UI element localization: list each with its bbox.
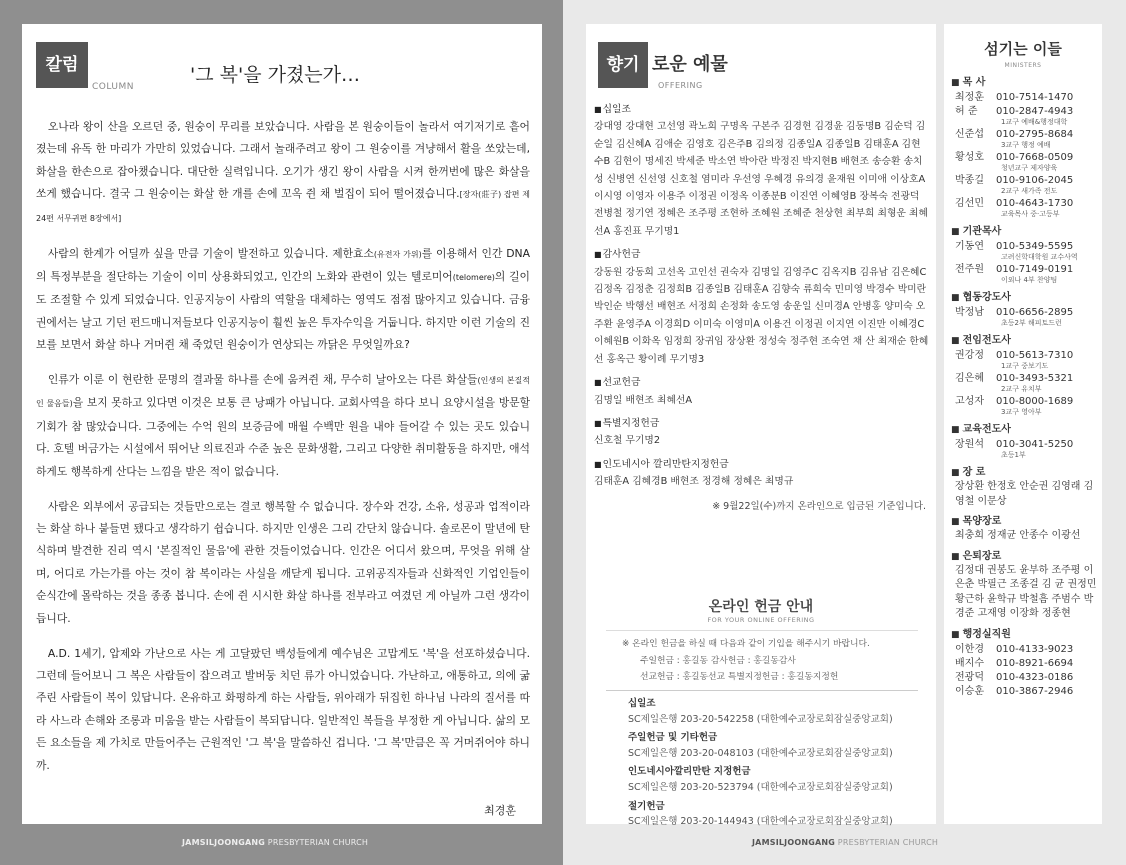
ministers-section-title: ■ 장 로 [951,466,1099,480]
minister-row [951,685,1099,698]
offering-sub: OFFERING [658,81,703,90]
column-body [36,116,530,789]
minister-name: 전광덕 [955,671,984,683]
online-title: 온라인 헌금 안내 [708,599,814,615]
minister-name: 기동연 [955,241,984,252]
minister-phone: 010-8000-1689 [996,396,1074,407]
ministers-section-title: ■ 교육전도사 [951,423,1099,437]
online-account-number: SC제일은행 203-20-523794 (대한예수교장로회잠실중앙교회) [628,781,893,793]
minister-row [951,197,1099,210]
spacer [951,460,1099,464]
minister-name: 황성호 [955,152,984,163]
online-account-number: SC제일은행 203-20-144943 (대한예수교장로회잠실중앙교회) [628,816,893,828]
minister-role: 3교구 영아부 [1001,408,1042,416]
online-account-number: SC제일은행 203-20-542258 (대한예수교장로회잠실중앙교회) [628,713,893,725]
offering-section-title: ■ 특별지정헌금 [594,415,930,432]
minister-name: 장원석 [955,439,984,450]
minister-phone: 010-6656-2895 [996,307,1074,318]
minister-row [951,643,1099,656]
minister-names: 최충희 정재균 안종수 이광선 [955,530,1081,541]
minister-name: 박정남 [955,307,984,318]
online-divider [606,690,918,691]
minister-name: 권강정 [955,350,984,361]
spacer [951,417,1099,421]
minister-row [951,671,1099,684]
spacer [951,622,1099,626]
online-accounts [628,696,893,833]
minister-name: 김선민 [955,198,984,209]
offering-section-names: 신호철 무기명2 [594,435,661,447]
column-paragraph: 오나라 왕이 산을 오르던 중, 원숭이 무리를 보았습니다. 사람을 본 원숭이들이 놀라서 여기저기로 흩어졌는데 유독 한 마리가 가만히 있었습니다. 그래서 놀래주려고 왕이 그 원숭이를 겨냥해서 활을 쏘았는데, 화살을 한손으로 잡아챘습니다. 대단한 실력입니다. 오기가 생긴 왕이 사람을 시켜 한꺼번에 많은 화살을 쏘게 했습니다. 결국 그 원숭이는 화살 한 개를 손에 꼬옥 쥔 채 벌집이 되어 떨어졌습니다.[장자(莊子) 잡편 제24편 서무귀편 8장에서] [36,120,531,223]
minister-name: 이한경 [955,643,984,655]
minister-row [951,105,1099,118]
minister-phone: 010-9106-2045 [996,175,1074,186]
offering-section-names: 김명일 배현조 최혜선A [594,394,693,406]
minister-phone: 010-7668-0509 [996,152,1074,163]
minister-row [951,174,1099,187]
offering-section [594,101,930,240]
minister-row [951,91,1099,104]
offering-list [594,101,930,497]
minister-row [951,240,1099,253]
ministers-section-title: ■ 목양장로 [951,515,1099,529]
minister-phone: 010-4323-0186 [996,671,1074,683]
offering-section-names: 김태훈A 김혜경B 배현조 정경해 정혜은 최명규 [594,476,794,488]
offering-section-title: ■ 십일조 [594,101,930,118]
minister-role: 교육목사 중·고등부 [1001,210,1060,218]
offering-section [594,415,930,450]
ministers-section-title: ■ 목 사 [951,76,1099,90]
online-account-number: SC제일은행 203-20-048103 (대한예수교장로회잠실중앙교회) [628,747,893,759]
spacer [951,328,1099,332]
spacer [951,219,1099,223]
ministers-section-title: ■ 은퇴장로 [951,550,1099,564]
offering-section-names: 강대영 강대현 고선영 곽노희 구명옥 구본주 김경현 김경윤 김동명B 김순덕 김순일 김신혜A 김애순 김영호 김은주B 김의정 김종일A 김종일B 김태훈A 김현수B 김현이 명세진 박세준 박소연 박아란 박정진 박지현B 배현조 송승환 송치성 신병연 신선영 신호철 염미라 우선영 우혜경 유의경 윤재원 이미애 이상호A 이시영 이영자 이용주 이정권 이정옥 이종분B 이진연 이혜영B 장복숙 전광덕 전병철 정기연 정혜은 조주평 조현하 조혜원 조혜준 천상현 최부희 최형운 최혜선A 홍진표 무기명1 [594,121,928,237]
minister-row [951,128,1099,141]
minister-phone: 010-7514-1470 [996,92,1074,103]
minister-phone: 010-2795-8684 [996,129,1074,140]
footer-left: JAMSILJOONGANG PRESBYTERIAN CHURCH [182,838,369,847]
ministers-section-title: ■ 행정실직원 [951,628,1099,642]
minister-phone: 010-7149-0191 [996,264,1074,275]
online-account-title: 주일헌금 및 기타헌금 [628,732,718,744]
minister-names: 장상환 한정호 안순권 김영래 김영철 이문상 [955,481,1094,507]
minister-row [951,349,1099,362]
minister-name: 김은혜 [955,373,984,384]
minister-role: 청년교구 제자양육 [1001,164,1058,172]
minister-phone: 010-2847-4943 [996,106,1074,117]
online-sub: FOR YOUR ONLINE OFFERING [707,616,815,624]
online-account-title: 인도네시아깔리만탄 지정헌금 [628,766,751,778]
column-paragraph: 사람은 외부에서 공급되는 것들만으로는 결코 행복할 수 없습니다. 장수와 건강, 소유, 성공과 업적이라는 화살 하나 붙들면 됐다고 생각하기 쉽습니다. 하지만 인생은 그리 간단치 않습니다. 솔로몬이 말년에 탄식하며 발견한 진리 역시 '본질적인 물음'에 관한 것들이었습니다. 인간은 어디서 왔으며, 무엇을 위해 살며, 어디로 가는가를 아는 것이 참 복이라는 사실을 깨닫게 됩니다. 고위공직자들과 신화적인 기업인들이 순식간에 몰락하는 것을 종종 봅니다. 손에 쥔 시시한 화살 하나를 전부라고 여겼던 게 아닐까 그런 생각이 듭니다. [36,499,530,625]
offering-section-names: 강동원 강동희 고선옥 고인선 권숙자 김명일 김영주C 김옥지B 김유남 김은혜C 김정옥 김정춘 김정희B 김종일B 김태훈A 김향숙 류희숙 민미영 박경수 박미란 박인순 박행선 배현조 서정희 손정화 송도영 송운일 신미경A 안병홍 양미숙 오주환 윤영주A 이경희D 이미숙 이영미A 이용건 이정권 이지연 이진만 이혜경C 이혜원B 이화옥 임정희 장귀임 장상환 정성숙 정주현 조숙연 채 산 최재순 한혜선 홍옥근 황이례 무기명3 [594,266,929,365]
offering-section [594,246,930,368]
column-title: '그 복'을 가졌는가… [190,64,361,86]
minister-role: 초등1부 [1001,451,1026,459]
minister-names: 김정대 권봉도 윤부하 조주평 이은춘 박필근 조종걸 김 균 권정민 황근하 윤학규 박철흠 주범수 박경준 고재영 이장화 정종현 [955,564,1097,619]
offering-panel [586,24,936,828]
ministers-section-title: ■ 전임전도사 [951,334,1099,348]
offering-tag: 향기 [598,42,648,88]
minister-phone: 010-3867-2946 [996,685,1074,697]
offering-section-title: ■ 감사헌금 [594,246,930,263]
online-account-title: 절기헌금 [628,800,665,812]
minister-row [951,438,1099,451]
ministers-title: 섬기는 이들 [984,40,1062,58]
offering-section-title: ■ 선교헌금 [594,374,930,391]
offering-section-title: ■ 인도네시아 깔리만탄지정헌금 [594,456,930,473]
column-tag-sub: COLUMN [92,82,135,92]
minister-role: 이외나 4부 찬양팀 [1001,276,1058,284]
minister-role: 1교구 예배&행정대학 [1001,118,1068,126]
online-account-title: 십일조 [628,698,656,709]
column-panel [22,24,542,824]
footer-right: JAMSILJOONGANG PRESBYTERIAN CHURCH [752,838,939,847]
online-divider-top [606,630,918,631]
minister-phone: 010-3493-5321 [996,373,1074,384]
spacer [951,698,1099,702]
minister-phone: 010-8921-6694 [996,657,1074,669]
ministers-list [951,74,1099,702]
minister-row [951,657,1099,670]
minister-role: 2교구 새가족 전도 [1001,187,1058,195]
column-signature: 최경훈 [484,804,516,817]
column-paragraph: 사람의 한계가 어딜까 싶을 만큼 기술이 발전하고 있습니다. 제한효소(유전자 가위)를 이용해서 인간 DNA의 특정부분을 절단하는 기술이 이미 상용화되었고, 인간의 노화와 관련이 있는 텔로미어(telomere)의 길이도 조절할 수 있게 되었습니다. 인공지능이 사람의 역할을 대체하는 영역도 점점 많아지고 있습니다. 금융권에서는 날고 기던 펀드매니저들보다 인공지능이 훨씬 높은 투자수익을 거둡니다. 하지만 이런 기술의 진보를 보면서 화살 하나 거머쥔 채 죽었던 원숭이가 연상되는 까닭은 무엇일까요? [36,246,530,352]
offering-title: 로운 예물 [652,54,728,75]
minister-row [951,263,1099,276]
spacer [951,285,1099,289]
minister-name: 고성자 [955,396,984,407]
spacer [951,509,1099,513]
offering-section [594,374,930,409]
minister-phone: 010-5613-7310 [996,350,1074,361]
minister-name: 신준섭 [955,129,984,140]
ministers-section-title: ■ 기관목사 [951,225,1099,239]
spacer [951,544,1099,548]
minister-name: 배지수 [955,657,984,669]
column-tag: 칼럼 [36,42,88,88]
minister-role: 3교구 행정 예배 [1001,141,1051,149]
minister-role: 고려신학대학원 교수사역 [1001,253,1078,261]
minister-role: 2교구 유치부 [1001,385,1042,393]
ministers-section-title: ■ 협동강도사 [951,291,1099,305]
column-paragraph: A.D. 1세기, 압제와 가난으로 사는 게 고달팠던 백성들에게 예수님은 고맙게도 '복'을 선포하셨습니다. 그런데 들어보니 그 복은 사람들이 잡으려고 발버둥 치던 류가 아니었습니다. 가난하고, 애통하고, 의에 굶주린 사람들이 복이 있답니다. 온유하고 화평하게 하는 사람들, 위아래가 뒤집힌 하나님 나라의 질서를 따라 사느라 손해와 조롱과 미움을 받는 사람들이 복되답니다. 일반적인 복들을 부정한 게 아닙니다. 삶의 모든 요소들을 제 가치로 만들어주는 근원적인 '그 복'을 말씀하신 겁니다. '그 복'만큼은 꼭 거머쥐어야 하니까. [36,646,530,772]
minister-name: 전주원 [955,264,984,275]
minister-phone: 010-3041-5250 [996,439,1074,450]
ministers-sub: MINISTERS [1004,62,1042,69]
online-notice: ※ 온라인 헌금을 하실 때 다음과 같이 기입을 해주시기 바랍니다. 주일헌금 : 홍길동 감사헌금 : 홍길동감사 선교헌금 : 홍길동선교 특별지정헌금 : 홍길동지정헌 [622,639,870,682]
minister-phone: 010-4133-9023 [996,643,1074,655]
minister-name: 이승훈 [955,685,984,697]
offering-note: ※ 9월22일(수)까지 온라인으로 입금된 기준입니다. [712,501,926,512]
minister-row [951,151,1099,164]
ministers-panel [944,24,1102,824]
offering-section [594,456,930,491]
minister-row [951,372,1099,385]
minister-phone: 010-5349-5595 [996,241,1074,252]
column-paragraph: 인류가 이룬 이 현란한 문명의 결과물 하나를 손에 움켜쥔 채, 무수히 날아오는 다른 화살들(인생의 본질적인 물음들)을 보지 못하고 있다면 이것은 보통 큰 낭패가 아닙니다. 교회사역을 하다 보니 요양시설을 방문할 기회가 참 많았습니다. 그중에는 수억 원의 보증금에 매월 수백만 원을 내야 들어갈 수 있는 곳도 있습니다. 호텔 버금가는 시설에서 뛰어난 의료진과 수준 높은 문화생활, 그리고 다양한 취미활동을 하지만, 애석하게도 행복하게 산다는 느낌을 받은 적이 없습니다. [36,373,530,478]
minister-name: 최정훈 [955,92,984,103]
minister-role: 1교구 중보기도 [1001,362,1049,370]
minister-row [951,306,1099,319]
minister-phone: 010-4643-1730 [996,198,1074,209]
minister-name: 박종길 [955,175,984,186]
minister-row [951,395,1099,408]
minister-role: 초등2부 해피토드런 [1001,319,1062,327]
minister-name: 허 준 [955,106,978,117]
